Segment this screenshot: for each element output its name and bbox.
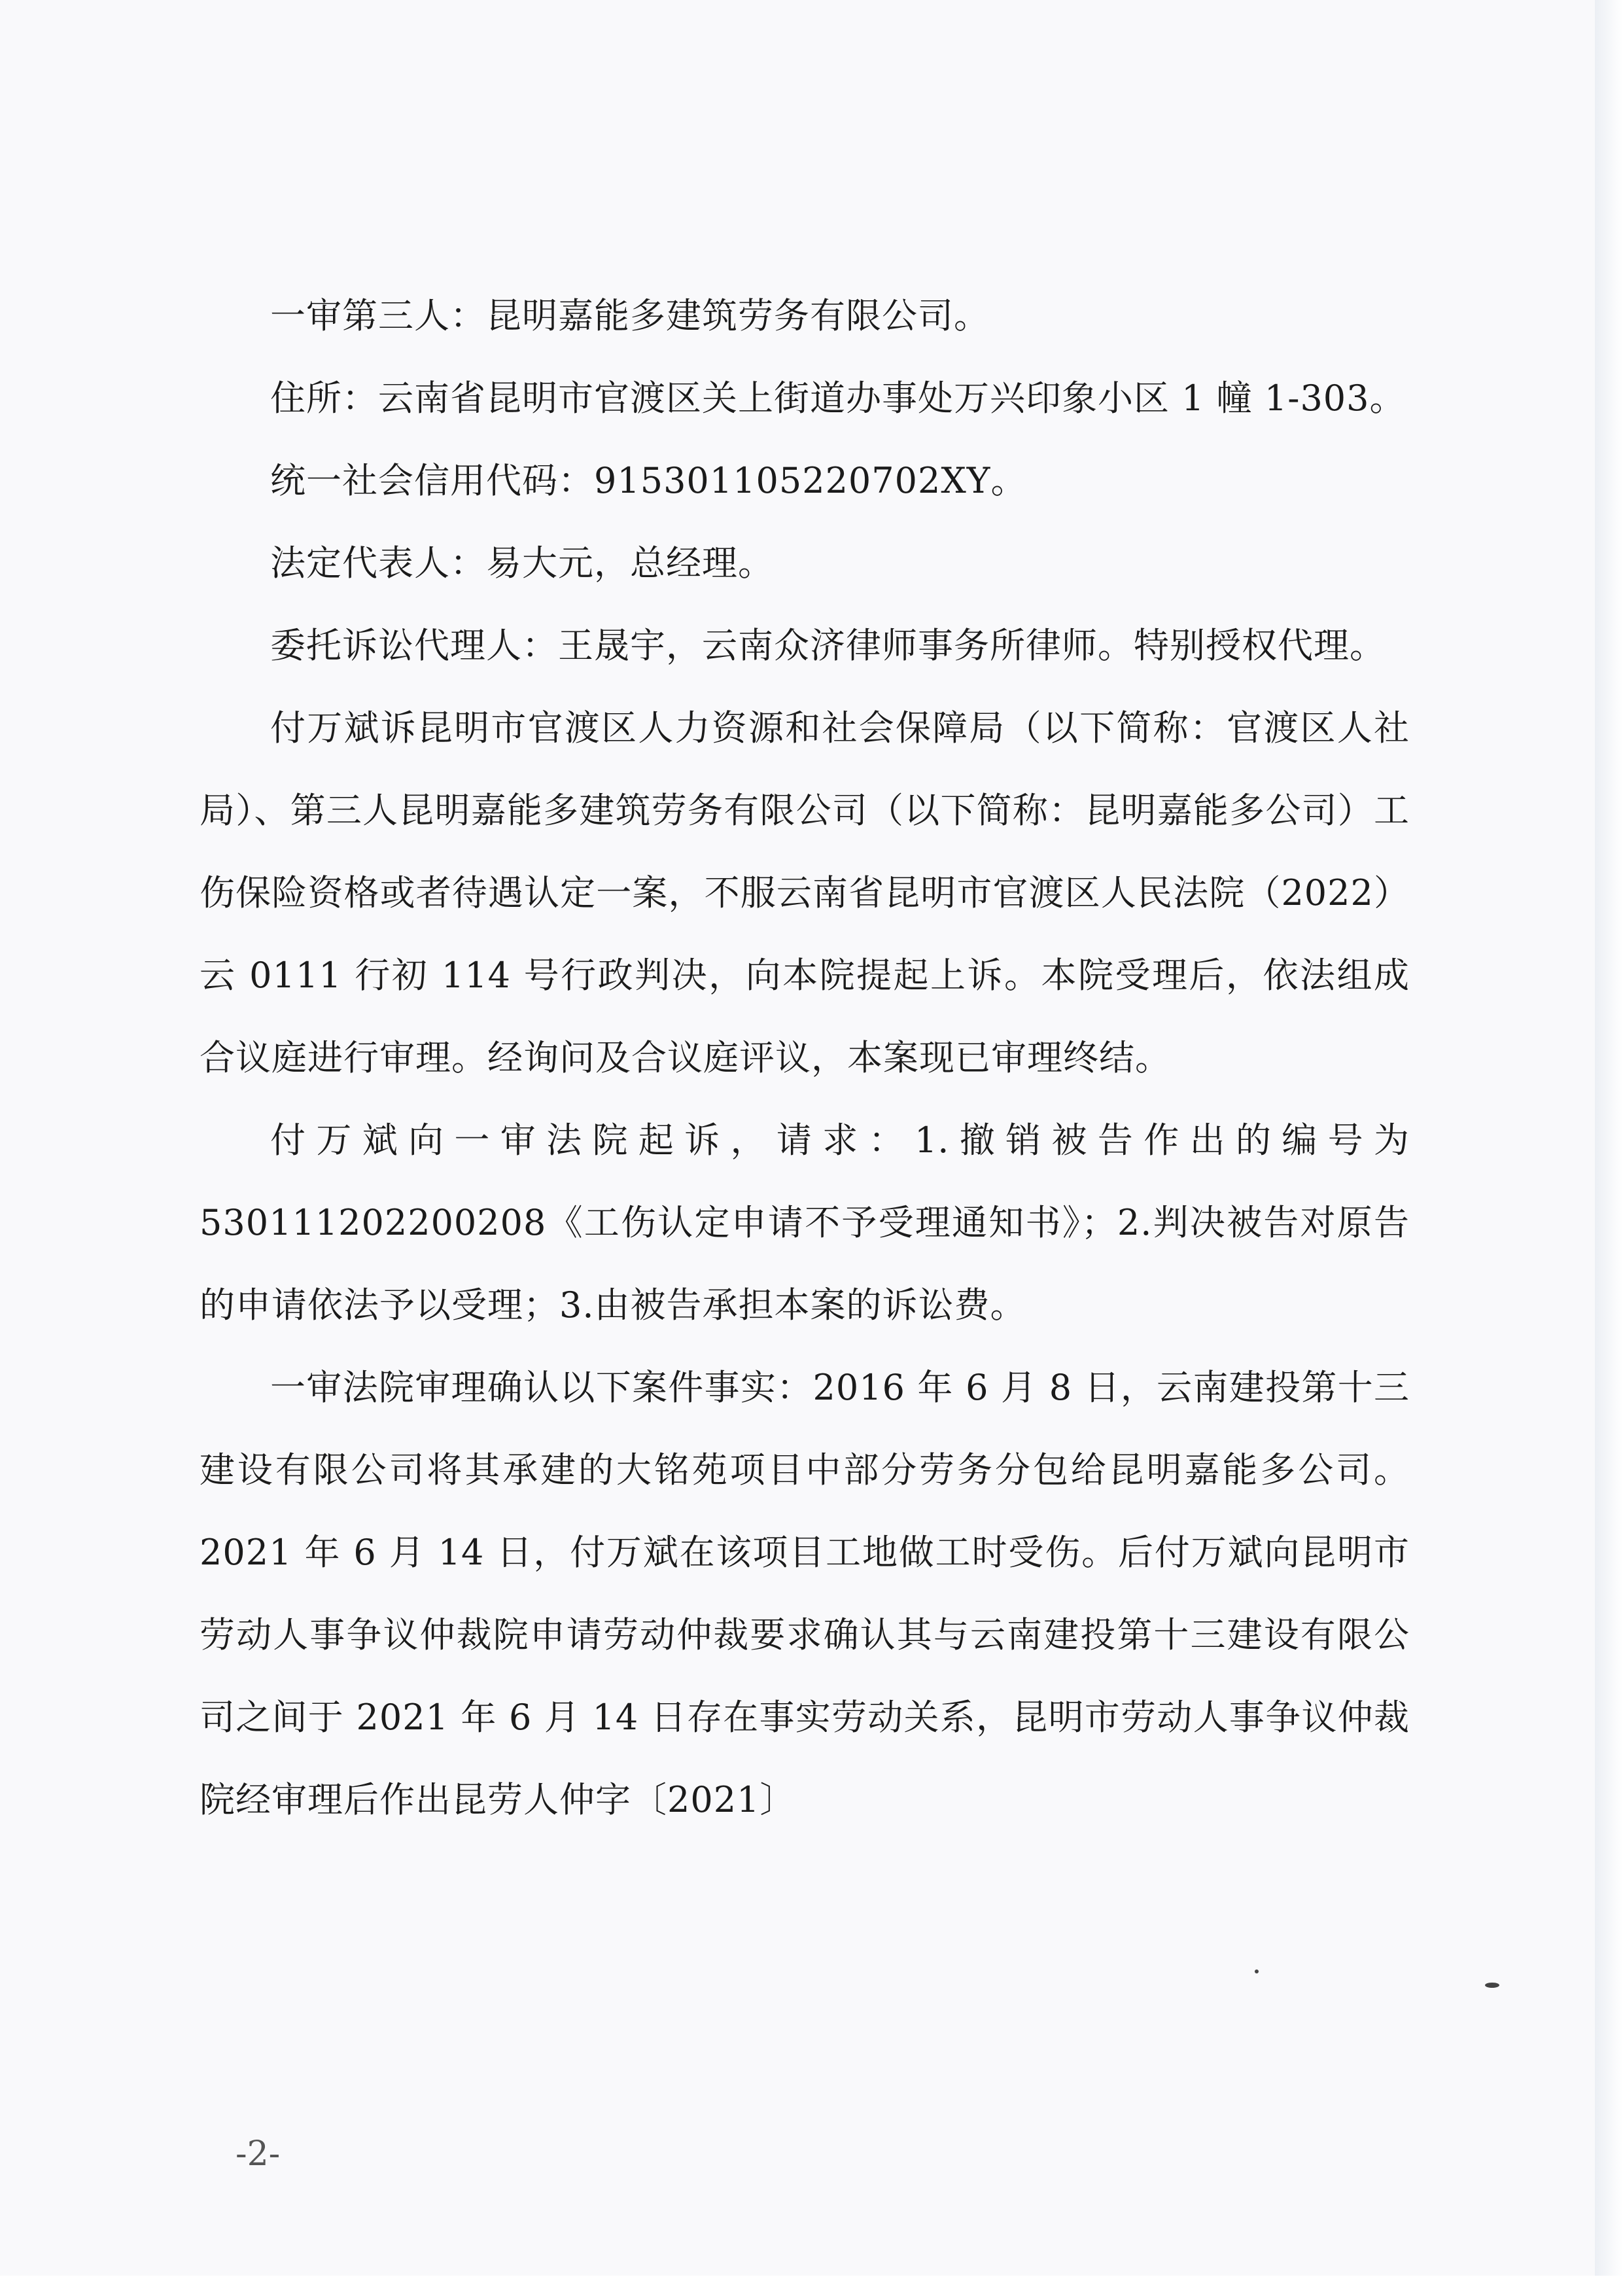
paragraph-agent: 委托诉讼代理人：王晟宇，云南众济律师事务所律师。特别授权代理。	[270, 625, 1386, 666]
paragraph-address: 住所：云南省昆明市官渡区关上街道办事处万兴印象小区 1 幢 1-303。	[270, 378, 1406, 419]
paragraph-credit-code: 统一社会信用代码：915301105220702XY。	[270, 460, 1027, 501]
paragraph-claims: 付万斌向一审法院起诉，请求：1.撤销被告作出的编号为 530111202200208《工伤认定申请不予受理通知书》；2.判决被告对原告的申请依法予以受理；3.由被告承担本案的诉讼费。	[200, 1120, 1410, 1326]
scan-speck	[1485, 1983, 1499, 1988]
paragraph-third-party: 一审第三人：昆明嘉能多建筑劳务有限公司。	[270, 295, 990, 336]
paragraph-facts: 一审法院审理确认以下案件事实：2016 年 6 月 8 日，云南建投第十三建设有限公司将其承建的大铭苑项目中部分劳务分包给昆明嘉能多公司。2021 年 6 月 14 日，付万斌在该项目工地做工时受伤。后付万斌向昆明市劳动人事争议仲裁院申请劳动仲裁要求确认其与云南建投第十三建设有限公司之间于 2021 年 6 月 14 日存在事实劳动关系，昆明市劳动人事争议仲裁院经审理后作出昆劳人仲字〔2021〕	[200, 1367, 1410, 1820]
paragraph-case-summary: 付万斌诉昆明市官渡区人力资源和社会保障局（以下简称：官渡区人社局）、第三人昆明嘉能多建筑劳务有限公司（以下简称：昆明嘉能多公司）工伤保险资格或者待遇认定一案，不服云南省昆明市官渡区人民法院（2022）云 0111 行初 114 号行政判决，向本院提起上诉。本院受理后，依法组成合议庭进行审理。经询问及合议庭评议，本案现已审理终结。	[200, 707, 1410, 1078]
paragraph-legal-representative: 法定代表人：易大元，总经理。	[270, 542, 774, 584]
page-bottom-edge	[0, 2276, 1623, 2296]
document-body	[200, 275, 1410, 1841]
page-number: -2-	[236, 2134, 281, 2174]
scan-speck	[1255, 1969, 1259, 1973]
page-edge-shadow	[1595, 0, 1623, 2296]
